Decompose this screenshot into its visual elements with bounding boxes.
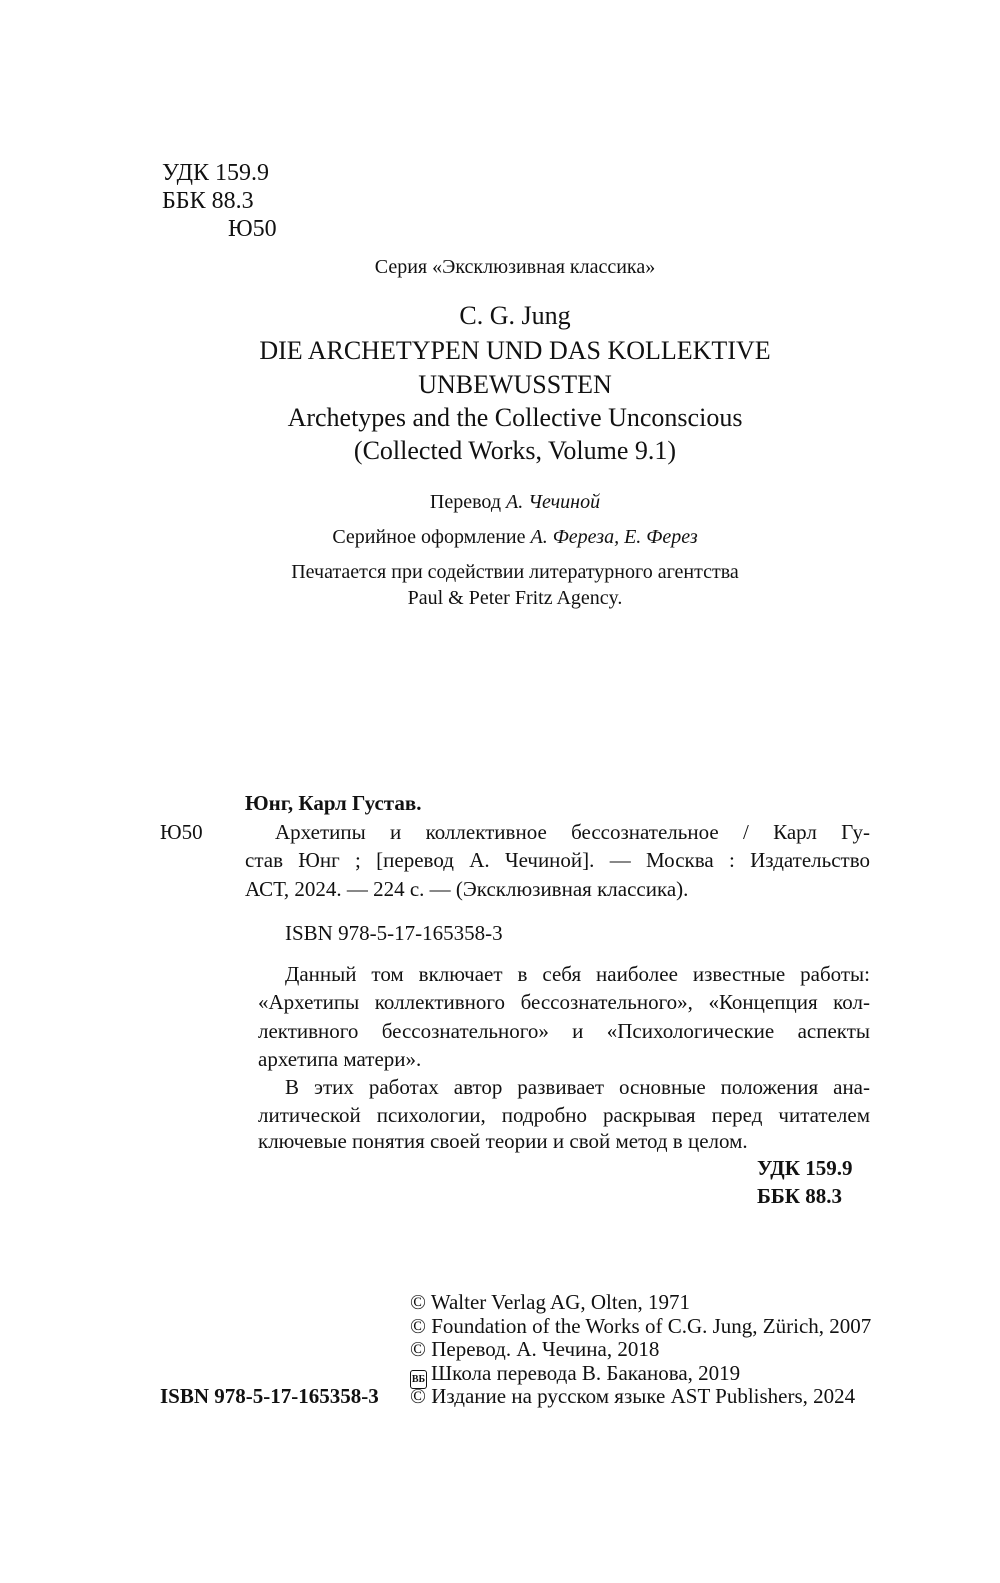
bbk-header: ББК 88.3 [162, 188, 254, 214]
original-title-2: UNBEWUSSTEN [418, 370, 612, 399]
copyright-line: © Издание на русском языке AST Publishers, 2024 [410, 1384, 856, 1408]
abstract-line: архетипа матери». [258, 1047, 422, 1071]
copyright-line: © Walter Verlag AG, Olten, 1971 [410, 1290, 691, 1314]
catalog-entry-line: АСТ, 2024. — 224 с. — (Эксклюзивная классика). [245, 877, 689, 901]
catalog-entry-line: став Юнг ; [перевод А. Чечиной]. — Москва : Издательство [245, 848, 870, 872]
abstract-line: ключевые понятия своей теории и свой метод в целом. [258, 1129, 748, 1153]
translation-school-logo-icon: ВБ [410, 1370, 427, 1389]
catalog-entry-line: Архетипы и коллективное бессознательное / Карл Гу- [275, 820, 870, 844]
catalog-udk: УДК 159.9 [757, 1156, 853, 1180]
abstract-line: лективного бессознательного» и «Психологические аспекты [258, 1019, 870, 1043]
design-credit: Серийное оформление А. Фереза, Е. Ферез [332, 526, 698, 548]
catalog-code: Ю50 [160, 820, 203, 844]
series: Серия «Эксклюзивная классика» [374, 256, 656, 278]
catalog-isbn: ISBN 978-5-17-165358-3 [285, 921, 503, 945]
translation-credit: Перевод А. Чечиной [429, 491, 601, 513]
catalog-author: Юнг, Карл Густав. [245, 791, 422, 815]
abstract-line: Данный том включает в себя наиболее известные работы: [285, 962, 870, 986]
abstract-line: «Архетипы коллективного бессознательного», «Концепция кол- [258, 990, 870, 1014]
english-title: Archetypes and the Collective Unconscious [287, 403, 743, 432]
original-title-1: DIE ARCHETYPEN UND DAS KOLLEKTIVE [259, 336, 771, 365]
footer-isbn: ISBN 978-5-17-165358-3 [160, 1384, 379, 1408]
author-code: Ю50 [228, 216, 277, 242]
abstract-line: В этих работах автор развивает основные положения ана- [285, 1075, 870, 1099]
author-title: C. G. Jung [459, 301, 571, 330]
abstract-line: литической психологии, подробно раскрывая перед читателем [258, 1103, 870, 1127]
copyright-line: © Перевод. А. Чечина, 2018 [410, 1337, 660, 1361]
copyright-line: ВБ Школа перевода В. Баканова, 2019 [410, 1360, 740, 1389]
agency-line-1: Печатается при содействии литературного агентства [291, 561, 739, 583]
udk-header: УДК 159.9 [162, 160, 269, 186]
volume: (Collected Works, Volume 9.1) [353, 436, 677, 465]
copyright-line: © Foundation of the Works of C.G. Jung, Zürich, 2007 [410, 1314, 872, 1338]
catalog-bbk: ББК 88.3 [757, 1184, 842, 1208]
agency-line-2: Paul & Peter Fritz Agency. [407, 587, 623, 609]
